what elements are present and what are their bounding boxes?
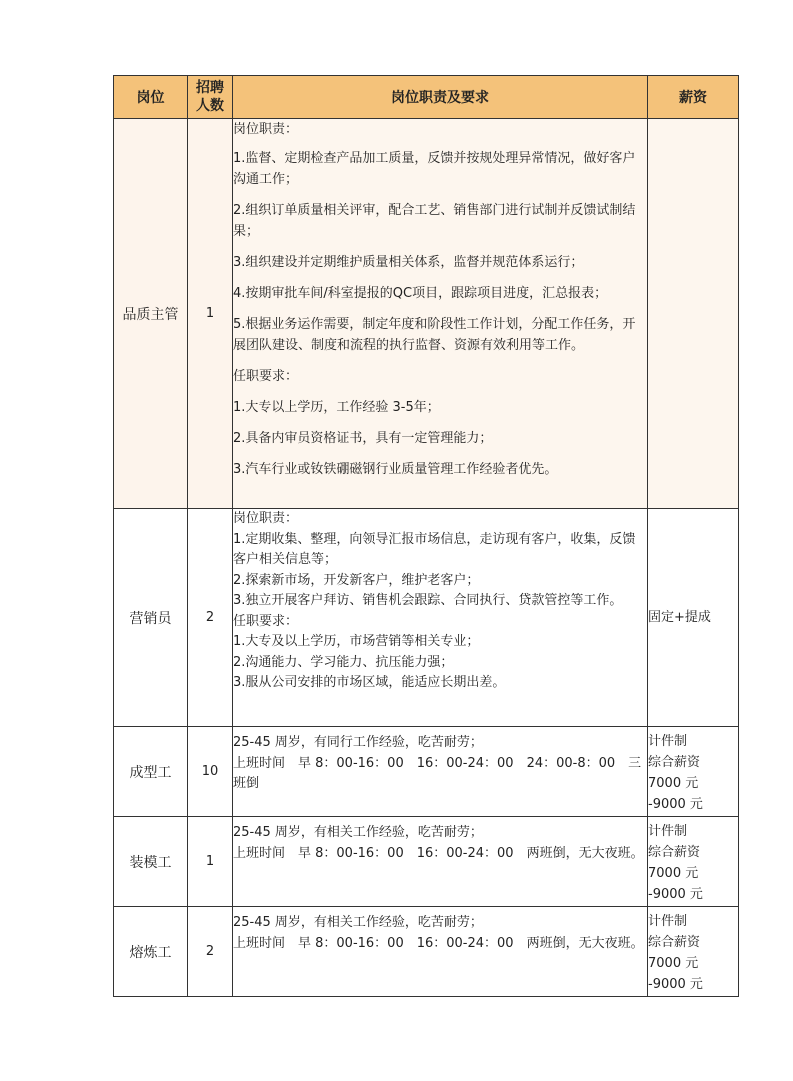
duty-line: 25-45 周岁，有相关工作经验，吃苦耐劳； bbox=[233, 915, 483, 930]
duty-line: 上班时间 早 8：00-16：00 16：00-24：00 24：00-8：00 三班倒 bbox=[233, 755, 642, 791]
salary-line: 计件制 bbox=[648, 824, 688, 839]
count-cell: 1 bbox=[188, 817, 233, 907]
salary-line: 7000 元 bbox=[648, 866, 699, 881]
salary-line: 固定+提成 bbox=[648, 610, 711, 625]
salary-line: 计件制 bbox=[648, 914, 688, 929]
header-salary: 薪资 bbox=[648, 76, 739, 119]
count-cell: 2 bbox=[188, 907, 233, 997]
table-row bbox=[114, 727, 739, 817]
duty-line: 任职要求： bbox=[233, 613, 299, 629]
position-cell: 熔炼工 bbox=[114, 907, 188, 997]
table-row bbox=[114, 907, 739, 997]
duty-line: 任职要求： bbox=[233, 369, 299, 384]
duty-line: 1.大专以上学历，工作经验 3-5年； bbox=[233, 400, 440, 415]
salary-cell bbox=[648, 119, 739, 509]
table-header-row bbox=[114, 76, 739, 119]
duty-line: 2.探索新市场，开发新客户，维护老客户； bbox=[233, 572, 480, 588]
recruitment-table bbox=[113, 75, 739, 997]
salary-line: 7000 元 bbox=[648, 956, 699, 971]
duty-line: 4.按期审批车间/科室提报的QC项目，跟踪项目进度，汇总报表； bbox=[233, 286, 608, 301]
duty-line: 25-45 周岁，有同行工作经验，吃苦耐劳； bbox=[233, 735, 483, 750]
duty-line: 上班时间 早 8：00-16：00 16：00-24：00 两班倒，无大夜班。 bbox=[233, 935, 644, 951]
duty-line: 1.定期收集、整理，向领导汇报市场信息，走访现有客户，收集，反馈客户相关信息等； bbox=[233, 531, 636, 567]
salary-line: 综合薪资 bbox=[648, 935, 701, 950]
duty-line: 3.组织建设并定期维护质量相关体系，监督并规范体系运行； bbox=[233, 255, 584, 270]
duties-cell bbox=[233, 509, 648, 727]
count-cell: 2 bbox=[188, 509, 233, 727]
duty-line: 3.汽车行业或钕铁硼磁钢行业质量管理工作经验者优先。 bbox=[233, 462, 558, 477]
salary-line: -9000 元 bbox=[648, 887, 703, 902]
duty-line: 3.独立开展客户拜访、销售机会跟踪、合同执行、贷款管控等工作。 bbox=[233, 593, 623, 608]
duty-line: 岗位职责： bbox=[233, 511, 299, 526]
duty-line: 25-45 周岁，有相关工作经验，吃苦耐劳； bbox=[233, 825, 483, 840]
duty-line: 2.具备内审员资格证书，具有一定管理能力； bbox=[233, 431, 493, 446]
salary-cell bbox=[648, 907, 739, 997]
header-position: 岗位 bbox=[114, 76, 188, 119]
salary-line: 综合薪资 bbox=[648, 845, 701, 860]
salary-line: 综合薪资 bbox=[648, 755, 701, 770]
count-cell: 1 bbox=[188, 119, 233, 509]
header-count-line2: 人数 bbox=[196, 98, 224, 114]
salary-line: 计件制 bbox=[648, 734, 688, 749]
salary-cell bbox=[648, 817, 739, 907]
position-cell: 品质主管 bbox=[114, 119, 188, 509]
duties-cell bbox=[233, 817, 648, 907]
duty-line: 2.沟通能力、学习能力、抗压能力强； bbox=[233, 654, 454, 670]
duty-line: 3.服从公司安排的市场区域，能适应长期出差。 bbox=[233, 675, 506, 690]
salary-line: -9000 元 bbox=[648, 797, 703, 812]
duties-cell bbox=[233, 119, 648, 509]
salary-line: -9000 元 bbox=[648, 977, 703, 992]
duty-line: 1.大专及以上学历，市场营销等相关专业； bbox=[233, 634, 480, 649]
position-cell: 装模工 bbox=[114, 817, 188, 907]
position-cell: 成型工 bbox=[114, 727, 188, 817]
table-row bbox=[114, 817, 739, 907]
position-cell: 营销员 bbox=[114, 509, 188, 727]
salary-cell bbox=[648, 509, 739, 727]
duty-line: 2.组织订单质量相关评审，配合工艺、销售部门进行试制并反馈试制结果； bbox=[233, 203, 636, 239]
header-count-line1: 招聘 bbox=[196, 80, 224, 96]
header-duties: 岗位职责及要求 bbox=[233, 76, 648, 119]
duty-line: 1.监督、定期检查产品加工质量，反馈并按规处理异常情况，做好客户沟通工作； bbox=[233, 151, 636, 187]
header-count bbox=[188, 76, 233, 119]
salary-cell bbox=[648, 727, 739, 817]
duty-line: 上班时间 早 8：00-16：00 16：00-24：00 两班倒，无大夜班。 bbox=[233, 845, 644, 861]
duties-cell bbox=[233, 907, 648, 997]
duty-line: 岗位职责： bbox=[233, 122, 299, 137]
duty-line: 5.根据业务运作需要，制定年度和阶段性工作计划，分配工作任务，开展团队建设、制度和流程的执行监督、资源有效利用等工作。 bbox=[233, 317, 636, 353]
table-row bbox=[114, 119, 739, 509]
count-cell: 10 bbox=[188, 727, 233, 817]
salary-line: 7000 元 bbox=[648, 776, 699, 791]
table-row bbox=[114, 509, 739, 727]
duties-cell bbox=[233, 727, 648, 817]
